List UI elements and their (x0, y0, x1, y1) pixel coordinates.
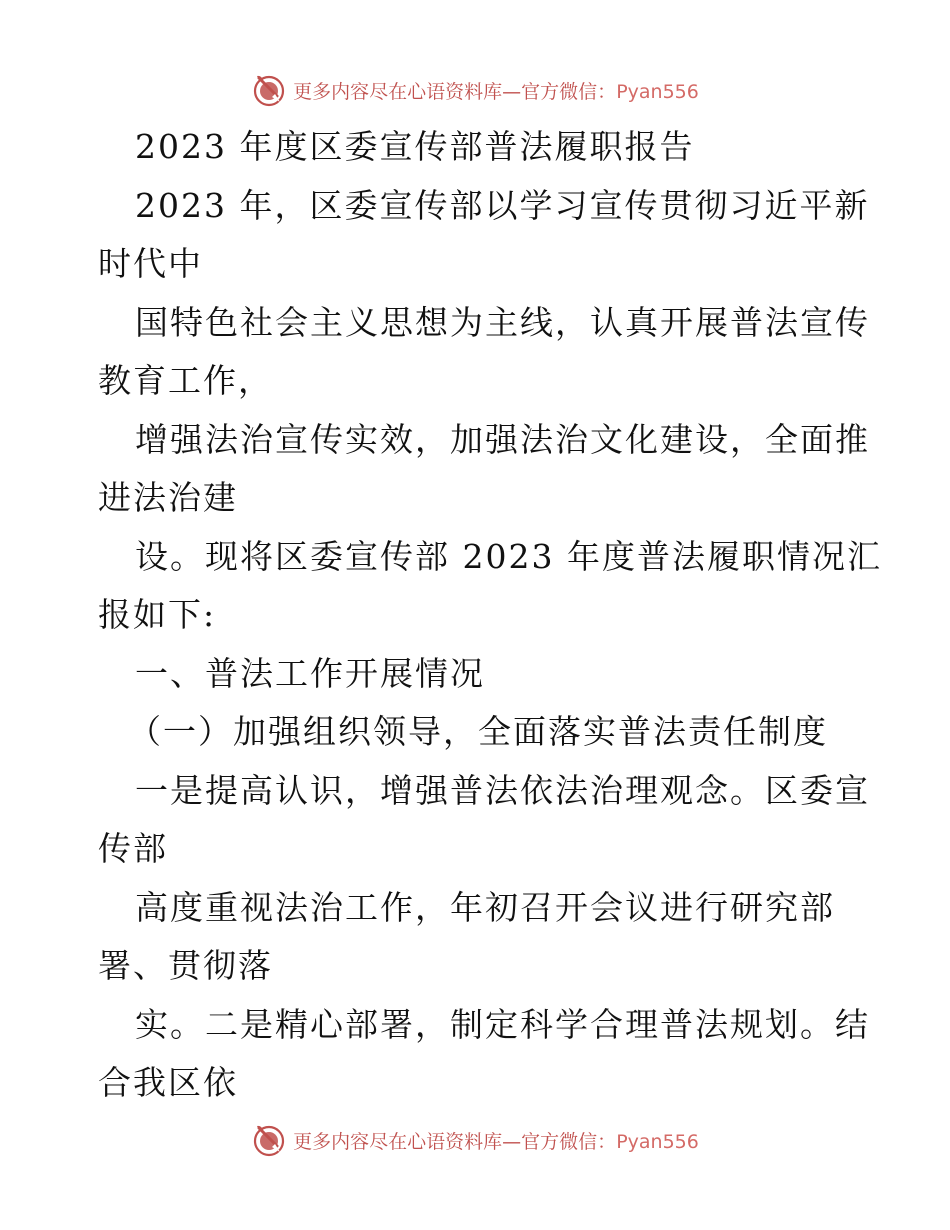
document-body (98, 118, 882, 1113)
watermark-brand: 更多内容尽在心语资料库 (293, 80, 503, 103)
quill-pen-seal-icon (251, 72, 287, 108)
watermark-wechat-label: 官方微信： (521, 80, 617, 103)
watermark-text (293, 1127, 699, 1154)
paragraph-line: 进法治建 (98, 478, 238, 517)
paragraph-line: 合我区依 (98, 1063, 238, 1102)
watermark-wechat-id: Pyan556 (616, 1130, 699, 1153)
paragraph-line: 署、贯彻落 (98, 946, 273, 985)
paragraph-line: 时代中 (98, 244, 203, 283)
paragraph-line: 实。二是精心部署，制定科学合理普法规划。结 (135, 1004, 870, 1044)
paragraph-line: 高度重视法治工作，年初召开会议进行研究部 (135, 887, 835, 927)
paragraph-line: 国特色社会主义思想为主线，认真开展普法宣传 (135, 302, 870, 342)
watermark-text (293, 77, 699, 104)
watermark-wechat-label: 官方微信： (521, 1130, 617, 1153)
paragraph-line: 报如下: (98, 595, 217, 634)
watermark-wechat-id: Pyan556 (616, 80, 699, 103)
document-title: 2023 年度区委宣传部普法履职报告 (135, 127, 695, 166)
paragraph-line: 设。现将区委宣传部 2023 年度普法履职情况汇 (135, 536, 882, 576)
header-watermark (0, 70, 950, 110)
watermark-dash: — (502, 1130, 522, 1153)
subsection-heading: （一）加强组织领导，全面落实普法责任制度 (128, 712, 828, 751)
watermark-dash: — (502, 80, 522, 103)
paragraph-line: 2023 年，区委宣传部以学习宣传贯彻习近平新 (135, 185, 870, 225)
section-heading: 一、普法工作开展情况 (135, 653, 485, 693)
paragraph-line: 教育工作， (98, 361, 273, 400)
paragraph-line: 一是提高认识，增强普法依法治理观念。区委宣 (135, 770, 870, 810)
paragraph-line: 增强法治宣传实效，加强法治文化建设，全面推 (135, 419, 870, 459)
watermark-brand: 更多内容尽在心语资料库 (293, 1130, 503, 1153)
paragraph-line: 传部 (98, 829, 168, 868)
quill-pen-seal-icon (251, 1122, 287, 1158)
footer-watermark (0, 1120, 950, 1160)
